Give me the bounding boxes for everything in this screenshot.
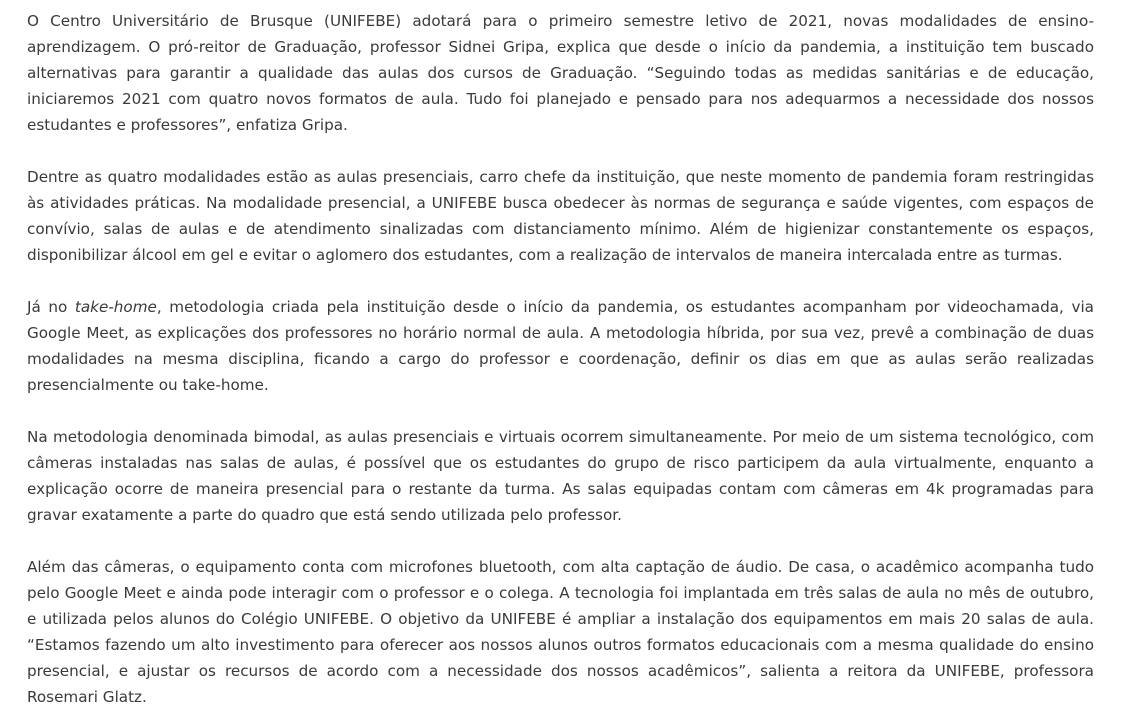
take-home-intro: Já no [27, 298, 75, 316]
paragraph-bimodal: Na metodologia denominada bimodal, as aulas presenciais e virtuais ocorrem simultaneamente. Por meio de um sistema tecnológico, com câmeras instaladas nas salas de aulas, é possível que os estudantes do grupo de risco participem da aula virtualmente, enquanto a explicação ocorre de maneira presencial para o restante da turma. As salas equipadas contam com câmeras em 4k programadas para gravar exatamente a parte do quadro que está sendo utilizada pelo professor. [27, 428, 1094, 524]
paragraph-take-home [27, 294, 1094, 398]
take-home-emphasis: take-home [74, 298, 157, 316]
take-home-rest: , metodologia criada pela instituição desde o início da pandemia, os estudantes acompanham por videochamada, via Google Meet, as explicações dos professores no horário normal de aula. A metodologia híbrida, por sua vez, prevê a combinação de duas modalidades na mesma disciplina, ficando a cargo do professor e coordenação, definir os dias em que as aulas serão realizadas presencialmente ou take-home. [27, 298, 1094, 394]
paragraph-presencial: Dentre as quatro modalidades estão as aulas presenciais, carro chefe da instituição, que neste momento de pandemia foram restringidas às atividades práticas. Na modalidade presencial, a UNIFEBE busca obedecer às normas de segurança e saúde vigentes, com espaços de convívio, salas de aulas e de atendimento sinalizadas com distanciamento mínimo. Além de higienizar constantemente os espaços, disponibilizar álcool em gel e evitar o aglomero dos estudantes, com a realização de intervalos de maneira intercalada entre as turmas. [27, 168, 1094, 264]
article-body [27, 8, 1094, 710]
paragraph-unifebe-announcement: O Centro Universitário de Brusque (UNIFEBE) adotará para o primeiro semestre letivo de 2021, novas modalidades de ensino-aprendizagem. O pró-reitor de Graduação, professor Sidnei Gripa, explica que desde o início da pandemia, a instituição tem buscado alternativas para garantir a qualidade das aulas dos cursos de Graduação. “Seguindo todas as medidas sanitárias e de educação, iniciaremos 2021 com quatro novos formatos de aula. Tudo foi planejado e pensado para nos adequarmos a necessidade dos nossos estudantes e professores”, enfatiza Gripa. [27, 12, 1094, 134]
paragraph-equipment: Além das câmeras, o equipamento conta com microfones bluetooth, com alta captação de áudio. De casa, o acadêmico acompanha tudo pelo Google Meet e ainda pode interagir com o professor e o colega. A tecnologia foi implantada em três salas de aula no mês de outubro, e utilizada pelos alunos do Colégio UNIFEBE. O objetivo da UNIFEBE é ampliar a instalação dos equipamentos em mais 20 salas de aula. “Estamos fazendo um alto investimento para oferecer aos nossos alunos outros formatos educacionais com a mesma qualidade do ensino presencial, e ajustar os recursos de acordo com a necessidade dos nossos acadêmicos”, salienta a reitora da UNIFEBE, professora Rosemari Glatz. [27, 558, 1094, 706]
